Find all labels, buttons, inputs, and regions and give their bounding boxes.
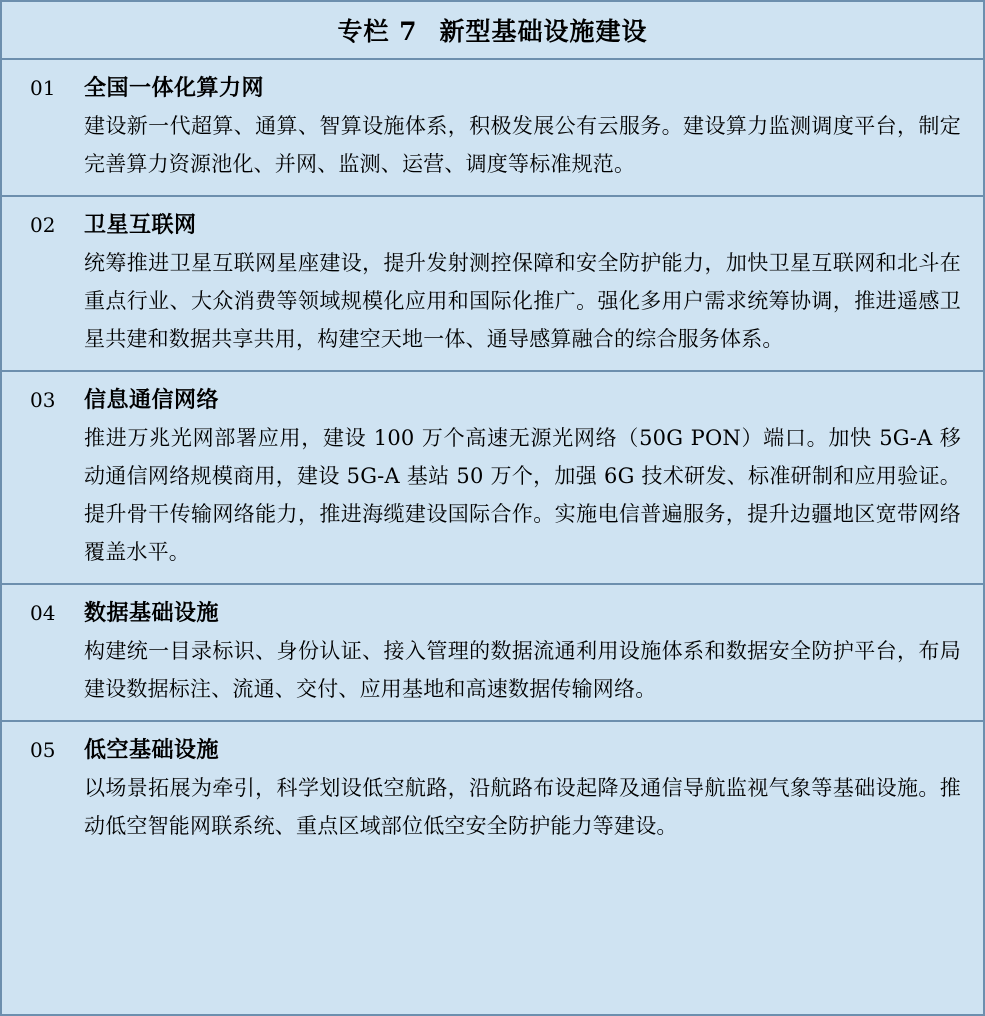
item-number: 05 bbox=[30, 738, 56, 762]
box-title-name: 新型基础设施建设 bbox=[439, 17, 648, 46]
item-body bbox=[84, 595, 961, 708]
item-heading: 低空基础设施 bbox=[84, 737, 220, 763]
item-body bbox=[84, 70, 961, 183]
item-text: 建设新一代超算、通算、智算设施体系，积极发展公有云服务。建设算力监测调度平台，制定完善算力资源池化、并网、监测、运营、调度等标准规范。 bbox=[84, 114, 961, 176]
item-text: 构建统一目录标识、身份认证、接入管理的数据流通利用设施体系和数据安全防护平台，布局建设数据标注、流通、交付、应用基地和高速数据传输网络。 bbox=[84, 639, 961, 701]
item-heading: 数据基础设施 bbox=[84, 600, 220, 626]
list-item bbox=[2, 585, 983, 722]
item-heading: 全国一体化算力网 bbox=[84, 75, 265, 101]
item-body bbox=[84, 732, 961, 845]
item-number: 01 bbox=[30, 76, 56, 100]
item-number: 03 bbox=[30, 388, 56, 412]
item-text: 以场景拓展为牵引，科学划设低空航路，沿航路布设起降及通信导航监视气象等基础设施。推动低空智能网联系统、重点区域部位低空安全防护能力等建设。 bbox=[84, 776, 961, 838]
item-heading: 信息通信网络 bbox=[84, 387, 220, 413]
item-body bbox=[84, 207, 961, 358]
item-text: 统筹推进卫星互联网星座建设，提升发射测控保障和安全防护能力，加快卫星互联网和北斗在重点行业、大众消费等领域规模化应用和国际化推广。强化多用户需求统筹协调，推进遥感卫星共建和数据共享共用，构建空天地一体、通导感算融合的综合服务体系。 bbox=[84, 251, 961, 351]
list-item bbox=[2, 60, 983, 197]
list-item bbox=[2, 372, 983, 585]
box-title-label: 专栏 7 bbox=[337, 17, 418, 46]
item-number: 02 bbox=[30, 213, 56, 237]
list-item bbox=[2, 722, 983, 857]
item-number: 04 bbox=[30, 601, 56, 625]
item-text: 推进万兆光网部署应用，建设 100 万个高速无源光网络（50G PON）端口。加快 5G‑A 移动通信网络规模商用，建设 5G‑A 基站 50 万个，加强 6G 技术研发、标准研制和应用验证。提升骨干传输网络能力，推进海缆建设国际合作。实施电信普遍服务，提升边疆地区宽带网络覆盖水平。 bbox=[84, 426, 961, 564]
item-body bbox=[84, 382, 961, 571]
list-item bbox=[2, 197, 983, 372]
item-heading: 卫星互联网 bbox=[84, 212, 197, 238]
item-list bbox=[2, 60, 983, 1014]
box-title bbox=[2, 2, 983, 60]
